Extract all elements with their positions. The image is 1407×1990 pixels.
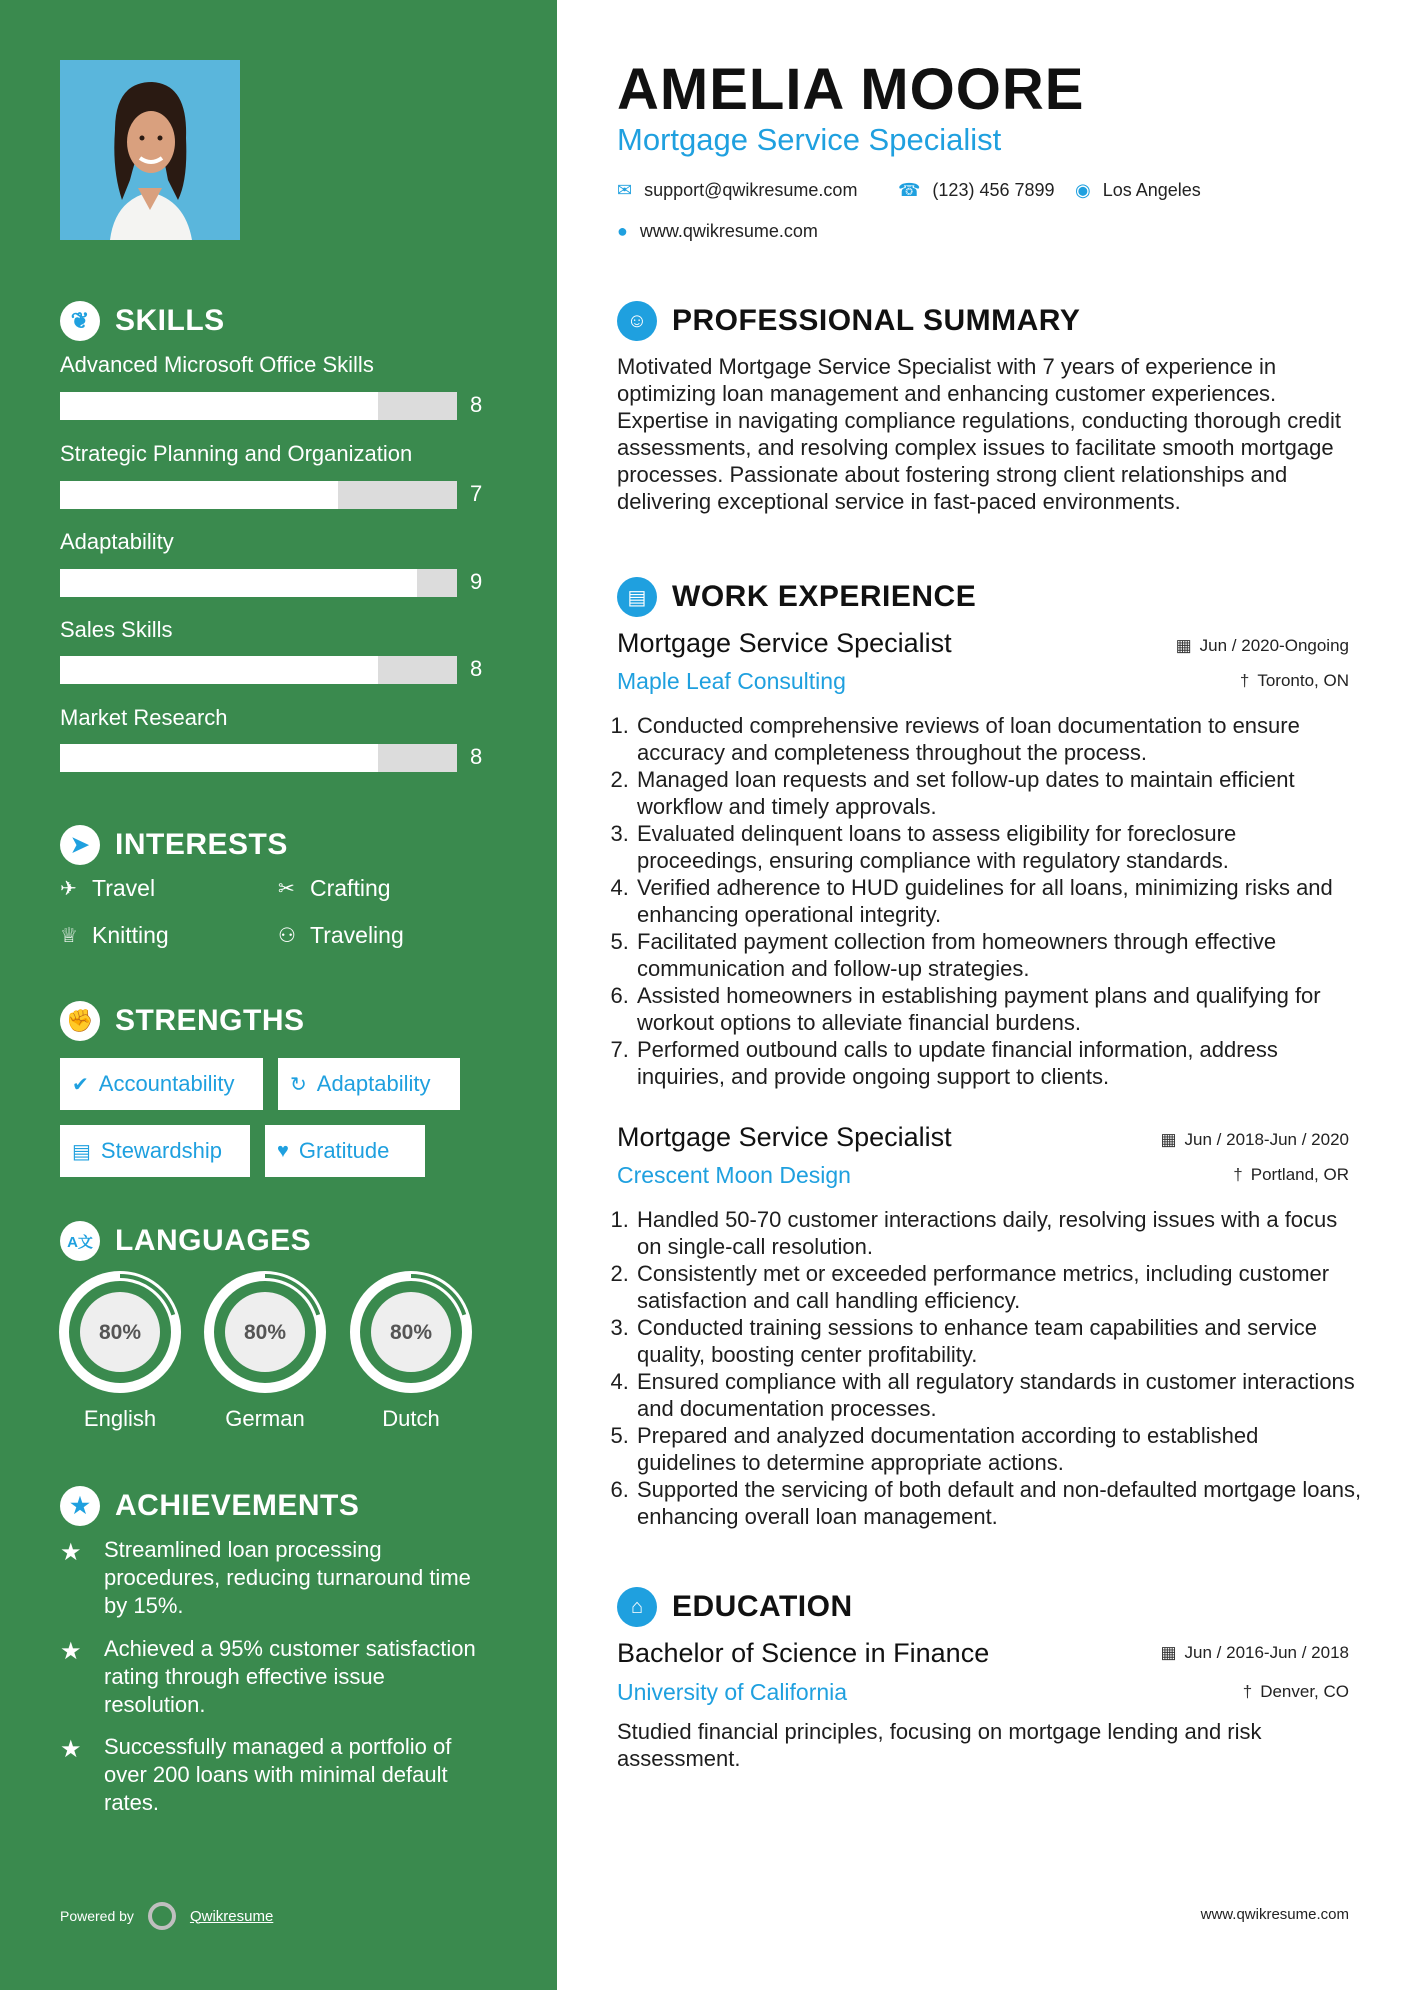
language-ring	[58, 1270, 182, 1394]
skill-bar	[60, 656, 457, 684]
refresh-icon: ↻	[290, 1073, 307, 1096]
education-location: † Denver, CO	[1242, 1682, 1349, 1701]
achievement-item: ★ Successfully managed a portfolio of over 200 loans with minimal default rates.	[60, 1734, 452, 1815]
paper-plane-icon: ➤	[60, 825, 100, 865]
job-company: Crescent Moon Design	[617, 1162, 851, 1188]
contact-email: ✉ support@qwikresume.com	[617, 180, 858, 200]
globe-icon: ●	[617, 221, 628, 241]
binoculars-icon: ⚇	[278, 925, 296, 947]
pin-icon: †	[1242, 1682, 1253, 1701]
phone-icon: ☎	[898, 180, 921, 200]
star-icon: ★	[60, 1539, 82, 1566]
skill-level: 7	[470, 481, 483, 506]
strength-tag: ♥ Gratitude	[265, 1125, 425, 1177]
job-title: Mortgage Service Specialist	[617, 1122, 952, 1152]
skill-bar-fill	[60, 569, 417, 597]
skill-bar-fill	[60, 481, 338, 509]
degree-title: Bachelor of Science in Finance	[617, 1638, 990, 1668]
briefcase-icon: ▤	[617, 577, 657, 617]
skill-bar	[60, 481, 457, 509]
briefcase-icon: ▤	[72, 1140, 91, 1163]
footer-website[interactable]: www.qwikresume.com	[1200, 1906, 1349, 1923]
job-responsibilities	[617, 1206, 1363, 1530]
brand-link[interactable]: Qwikresume	[189, 1907, 274, 1925]
graduation-icon: ⌂	[617, 1587, 657, 1627]
job-location: † Toronto, ON	[1239, 671, 1349, 690]
language-item	[203, 1270, 327, 1432]
fist-icon: ✊	[60, 1001, 100, 1041]
job-dates: ▦ Jun / 2020-Ongoing	[1175, 636, 1349, 655]
strengths-heading: ✊ STRENGTHS	[60, 1001, 305, 1041]
list-item: 6. Supported the servicing of both default and non-defaulted mortgage loans, enhancing overall loan management.	[635, 1476, 1363, 1530]
star-badge-icon: ★	[60, 1486, 100, 1526]
skill-level: 8	[470, 656, 483, 681]
list-item: 5. Prepared and analyzed documentation according to established guidelines to determine appropriate actions.	[635, 1422, 1363, 1476]
contact-website: ● www.qwikresume.com	[617, 221, 818, 241]
list-item: 7. Performed outbound calls to update financial information, address inquiries, and provide ongoing support to clients.	[635, 1036, 1363, 1090]
school-name: University of California	[617, 1679, 848, 1705]
scissors-icon: ✂	[278, 878, 295, 900]
achievement-item: ★ Streamlined loan processing procedures, reducing turnaround time by 15%.	[60, 1537, 471, 1618]
qwikresume-logo-icon	[148, 1902, 176, 1930]
job-company: Maple Leaf Consulting	[617, 668, 846, 694]
language-percent: 80%	[243, 1321, 287, 1344]
user-icon: ☺	[617, 301, 657, 341]
summary-heading: ☺ PROFESSIONAL SUMMARY	[617, 301, 1080, 341]
list-item: 4. Ensured compliance with all regulatory standards in customer interactions and documentation processes.	[635, 1368, 1363, 1422]
language-percent: 80%	[98, 1321, 142, 1344]
interest-item: ✂ Crafting	[278, 875, 391, 901]
sidebar	[0, 0, 557, 1990]
skill-bar	[60, 744, 457, 772]
profile-photo	[60, 60, 240, 240]
education-description: Studied financial principles, focusing on mortgage lending and risk assessment.	[617, 1719, 1262, 1771]
skills-heading: ❦ SKILLS	[60, 301, 225, 341]
trophy-icon: ♕	[60, 925, 78, 947]
job-title: Mortgage Service Specialist	[617, 628, 952, 658]
list-item: 1. Handled 50-70 customer interactions daily, resolving issues with a focus on single-call resolution.	[635, 1206, 1363, 1260]
job-dates: ▦ Jun / 2018-Jun / 2020	[1160, 1130, 1349, 1149]
check-circle-icon: ✔	[72, 1073, 89, 1096]
skill-label: Market Research	[60, 705, 228, 730]
strength-tag: ▤ Stewardship	[60, 1125, 250, 1177]
language-item	[349, 1270, 473, 1432]
language-item	[58, 1270, 182, 1432]
calendar-icon: ▦	[1160, 1643, 1177, 1662]
language-percent: 80%	[389, 1321, 433, 1344]
star-icon: ★	[60, 1638, 82, 1665]
skill-label: Advanced Microsoft Office Skills	[60, 352, 374, 377]
contact-phone: ☎ (123) 456 7899	[898, 180, 1055, 200]
list-item: 5. Facilitated payment collection from homeowners through effective communication and follow-up strategies.	[635, 928, 1363, 982]
languages-heading: A文 LANGUAGES	[60, 1221, 311, 1261]
skill-bar-fill	[60, 744, 378, 772]
interest-item: ⚇ Traveling	[278, 922, 404, 948]
experience-heading: ▤ WORK EXPERIENCE	[617, 577, 976, 617]
list-item: 2. Consistently met or exceeded performance metrics, including customer satisfaction and call handling efficiency.	[635, 1260, 1363, 1314]
calendar-icon: ▦	[1160, 1130, 1177, 1149]
education-heading: ⌂ EDUCATION	[617, 1587, 853, 1627]
skill-label: Sales Skills	[60, 617, 173, 642]
candidate-role: Mortgage Service Specialist	[617, 122, 1002, 157]
lightbulb-icon: ❦	[60, 301, 100, 341]
language-name: English	[83, 1406, 157, 1431]
translate-icon: A文	[60, 1221, 100, 1261]
pin-icon: †	[1239, 671, 1250, 690]
job-location: † Portland, OR	[1233, 1165, 1349, 1184]
map-pin-icon: ◉	[1075, 180, 1091, 200]
language-ring	[203, 1270, 327, 1394]
education-dates: ▦ Jun / 2016-Jun / 2018	[1160, 1643, 1349, 1662]
calendar-icon: ▦	[1175, 636, 1192, 655]
contact-location: ◉ Los Angeles	[1075, 180, 1201, 200]
job-responsibilities	[617, 712, 1363, 1090]
skill-level: 8	[470, 744, 483, 769]
summary-text: Motivated Mortgage Service Specialist with 7 years of experience in optimizing loan management and enhancing customer experiences. Expertise in navigating compliance regulations, conducting thorough credit assessments, and resolving complex issues to facilitate smooth mortgage processes. Passionate about fostering strong client relationships and delivering exceptional service in fast-paced environments.	[617, 354, 1341, 514]
candidate-name: AMELIA MOORE	[617, 57, 1085, 122]
skill-label: Strategic Planning and Organization	[60, 441, 413, 466]
skill-level: 8	[470, 392, 483, 417]
strength-tag: ✔ Accountability	[60, 1058, 263, 1110]
language-name: Dutch	[382, 1406, 440, 1431]
interest-item: ✈ Travel	[60, 875, 156, 901]
plane-icon: ✈	[60, 878, 77, 900]
strength-tag: ↻ Adaptability	[278, 1058, 460, 1110]
skill-label: Adaptability	[60, 529, 174, 554]
language-name: German	[225, 1406, 305, 1431]
skill-bar-fill	[60, 656, 378, 684]
list-item: 2. Managed loan requests and set follow-up dates to maintain efficient workflow and timely approvals.	[635, 766, 1363, 820]
powered-by: Powered by Qwikresume	[60, 1902, 273, 1930]
achievement-item: ★ Achieved a 95% customer satisfaction rating through effective issue resolution.	[60, 1636, 476, 1717]
star-icon: ★	[60, 1736, 82, 1763]
pin-icon: †	[1233, 1165, 1243, 1184]
list-item: 3. Evaluated delinquent loans to assess eligibility for foreclosure proceedings, ensuring compliance with regulatory standards.	[635, 820, 1363, 874]
skill-bar	[60, 569, 457, 597]
heart-icon: ♥	[277, 1139, 289, 1162]
list-item: 4. Verified adherence to HUD guidelines for all loans, minimizing risks and enhancing operational integrity.	[635, 874, 1363, 928]
skill-bar-fill	[60, 392, 378, 420]
interests-heading: ➤ INTERESTS	[60, 825, 288, 865]
list-item: 3. Conducted training sessions to enhance team capabilities and service quality, boosting center profitability.	[635, 1314, 1363, 1368]
skill-bar	[60, 392, 457, 420]
list-item: 1. Conducted comprehensive reviews of loan documentation to ensure accuracy and completeness throughout the process.	[635, 712, 1363, 766]
skill-level: 9	[470, 569, 483, 594]
interest-item: ♕ Knitting	[60, 922, 169, 948]
envelope-icon: ✉	[617, 180, 633, 200]
language-ring	[349, 1270, 473, 1394]
list-item: 6. Assisted homeowners in establishing payment plans and qualifying for workout options to alleviate financial burdens.	[635, 982, 1363, 1036]
achievements-heading: ★ ACHIEVEMENTS	[60, 1486, 359, 1526]
